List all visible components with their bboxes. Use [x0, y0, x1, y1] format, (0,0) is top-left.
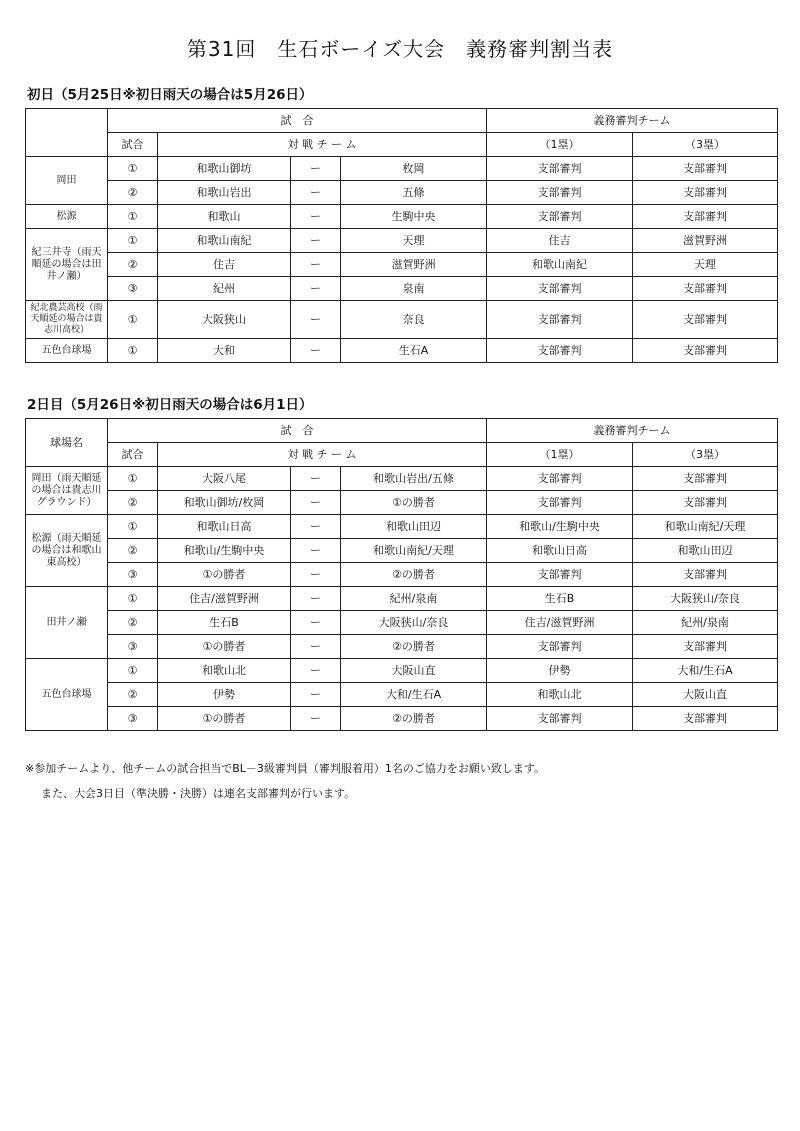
away-team: 大阪山直 — [341, 659, 487, 683]
home-team: 紀州 — [158, 277, 291, 301]
match-no: ② — [108, 611, 158, 635]
umpire-3b: 支部審判 — [633, 491, 778, 515]
vs-dash: ー — [291, 181, 341, 205]
umpire-3b: 大阪狭山/奈良 — [633, 587, 778, 611]
umpire-team-header: 義務審判チーム — [487, 109, 778, 133]
match-no: ① — [108, 587, 158, 611]
venue-matsubara: 松源 — [26, 205, 108, 229]
vs-dash: ー — [291, 563, 341, 587]
page-title: 第31回 生石ボーイズ大会 義務審判割当表 — [186, 37, 614, 61]
match-no: ① — [108, 229, 158, 253]
umpire-1b: 支部審判 — [487, 277, 633, 301]
match-no: ② — [108, 539, 158, 563]
home-team: 和歌山岩出 — [158, 181, 291, 205]
venue-okada: 岡田（雨天順延の場合は貴志川グラウンド） — [26, 467, 108, 515]
table-row — [26, 339, 778, 363]
away-team: 奈良 — [341, 301, 487, 339]
note-line-2: また、大会3日目（準決勝・決勝）は連名支部審判が行います。 — [41, 787, 356, 800]
away-team: 紀州/泉南 — [341, 587, 487, 611]
table-row — [26, 205, 778, 229]
match-no: ① — [108, 339, 158, 363]
umpire-1b: 生石B — [487, 587, 633, 611]
umpire-1b: 支部審判 — [487, 635, 633, 659]
note-line-1: ※参加チームより、他チームの試合担当でBL－3級審判員（審判服着用）1名のご協力をお願い致します。 — [25, 762, 546, 775]
umpire-1b: 和歌山南紀 — [487, 253, 633, 277]
shiai-header: 試 合 — [108, 109, 487, 133]
away-team: ②の勝者 — [341, 563, 487, 587]
away-team: ①の勝者 — [341, 491, 487, 515]
venue-header-empty — [26, 109, 108, 157]
umpire-3b: 支部審判 — [633, 277, 778, 301]
away-team: 和歌山田辺 — [341, 515, 487, 539]
umpire-1b: 支部審判 — [487, 339, 633, 363]
base1-header: （1塁） — [487, 133, 633, 157]
umpire-1b: 伊勢 — [487, 659, 633, 683]
table-row — [26, 683, 778, 707]
venue-kimiidera: 紀三井寺（雨天順延の場合は田井ノ瀬） — [26, 229, 108, 301]
match-no: ② — [108, 181, 158, 205]
table-row — [26, 659, 778, 683]
umpire-3b: 和歌山田辺 — [633, 539, 778, 563]
umpire-3b: 天理 — [633, 253, 778, 277]
umpire-3b: 紀州/泉南 — [633, 611, 778, 635]
umpire-1b: 支部審判 — [487, 707, 633, 731]
match-no: ③ — [108, 635, 158, 659]
umpire-1b: 和歌山北 — [487, 683, 633, 707]
vs-dash: ー — [291, 491, 341, 515]
table-row — [26, 277, 778, 301]
umpire-3b: 支部審判 — [633, 157, 778, 181]
vs-dash: ー — [291, 587, 341, 611]
match-no: ③ — [108, 707, 158, 731]
away-team: ②の勝者 — [341, 635, 487, 659]
umpire-1b: 支部審判 — [487, 205, 633, 229]
venue-tainose: 田井ノ瀬 — [26, 587, 108, 659]
table-row — [26, 301, 778, 339]
vs-dash: ー — [291, 683, 341, 707]
umpire-1b: 支部審判 — [487, 467, 633, 491]
home-team: ①の勝者 — [158, 563, 291, 587]
match-no: ① — [108, 467, 158, 491]
umpire-3b: 和歌山南紀/天理 — [633, 515, 778, 539]
away-team: 和歌山岩出/五條 — [341, 467, 487, 491]
match-no: ② — [108, 683, 158, 707]
match-no-header: 試合 — [108, 133, 158, 157]
umpire-1b: 支部審判 — [487, 491, 633, 515]
match-no: ① — [108, 659, 158, 683]
match-no: ① — [108, 157, 158, 181]
matchup-header: 対 戦 チ ー ム — [158, 443, 487, 467]
vs-dash: ー — [291, 467, 341, 491]
umpire-team-header: 義務審判チーム — [487, 419, 778, 443]
away-team: 泉南 — [341, 277, 487, 301]
match-no: ① — [108, 515, 158, 539]
table-row — [26, 229, 778, 253]
base1-header: （1塁） — [487, 443, 633, 467]
venue-matsubara: 松源（雨天順延の場合は和歌山東高校） — [26, 515, 108, 587]
umpire-1b: 和歌山/生駒中央 — [487, 515, 633, 539]
umpire-1b: 支部審判 — [487, 301, 633, 339]
venue-goshiki: 五色台球場 — [26, 659, 108, 731]
base3-header: （3塁） — [633, 443, 778, 467]
table-row — [26, 253, 778, 277]
umpire-3b: 支部審判 — [633, 301, 778, 339]
vs-dash: ー — [291, 157, 341, 181]
vs-dash: ー — [291, 611, 341, 635]
umpire-1b: 支部審判 — [487, 181, 633, 205]
match-no: ① — [108, 301, 158, 339]
umpire-3b: 滋賀野洲 — [633, 229, 778, 253]
venue-header: 球場名 — [26, 419, 108, 467]
away-team: 滋賀野洲 — [341, 253, 487, 277]
away-team: 五條 — [341, 181, 487, 205]
home-team: ①の勝者 — [158, 635, 291, 659]
table-row — [26, 491, 778, 515]
table-row — [26, 539, 778, 563]
vs-dash: ー — [291, 659, 341, 683]
home-team: 大阪狭山 — [158, 301, 291, 339]
match-no: ③ — [108, 563, 158, 587]
vs-dash: ー — [291, 277, 341, 301]
table-row — [26, 563, 778, 587]
vs-dash: ー — [291, 205, 341, 229]
vs-dash: ー — [291, 515, 341, 539]
table-row — [26, 157, 778, 181]
vs-dash: ー — [291, 339, 341, 363]
away-team: ②の勝者 — [341, 707, 487, 731]
day2-table — [25, 418, 778, 731]
umpire-3b: 大和/生石A — [633, 659, 778, 683]
umpire-1b: 支部審判 — [487, 563, 633, 587]
home-team: 伊勢 — [158, 683, 291, 707]
match-no: ① — [108, 205, 158, 229]
away-team: 生駒中央 — [341, 205, 487, 229]
table-row — [26, 635, 778, 659]
notes — [25, 756, 545, 806]
home-team: 生石B — [158, 611, 291, 635]
umpire-3b: 支部審判 — [633, 181, 778, 205]
table-row — [26, 181, 778, 205]
away-team: 生石A — [341, 339, 487, 363]
venue-kihoku: 紀北農芸高校（雨天順延の場合は貴志川高校） — [26, 301, 108, 339]
umpire-3b: 支部審判 — [633, 467, 778, 491]
home-team: 和歌山/生駒中央 — [158, 539, 291, 563]
away-team: 枚岡 — [341, 157, 487, 181]
table-row — [26, 467, 778, 491]
home-team: 和歌山御坊/枚岡 — [158, 491, 291, 515]
base3-header: （3塁） — [633, 133, 778, 157]
venue-goshiki: 五色台球場 — [26, 339, 108, 363]
umpire-3b: 支部審判 — [633, 339, 778, 363]
umpire-3b: 大阪山直 — [633, 683, 778, 707]
venue-okada: 岡田 — [26, 157, 108, 205]
match-no: ② — [108, 253, 158, 277]
home-team: ①の勝者 — [158, 707, 291, 731]
away-team: 大阪狭山/奈良 — [341, 611, 487, 635]
shiai-header: 試 合 — [108, 419, 487, 443]
umpire-1b: 住吉/滋賀野洲 — [487, 611, 633, 635]
home-team: 和歌山日高 — [158, 515, 291, 539]
home-team: 和歌山南紀 — [158, 229, 291, 253]
home-team: 和歌山御坊 — [158, 157, 291, 181]
umpire-3b: 支部審判 — [633, 563, 778, 587]
home-team: 大阪八尾 — [158, 467, 291, 491]
matchup-header: 対 戦 チ ー ム — [158, 133, 487, 157]
vs-dash: ー — [291, 301, 341, 339]
away-team: 和歌山南紀/天理 — [341, 539, 487, 563]
table-row — [26, 611, 778, 635]
match-no: ③ — [108, 277, 158, 301]
table-row — [26, 515, 778, 539]
umpire-1b: 和歌山日高 — [487, 539, 633, 563]
umpire-3b: 支部審判 — [633, 205, 778, 229]
table-row — [26, 587, 778, 611]
vs-dash: ー — [291, 635, 341, 659]
vs-dash: ー — [291, 539, 341, 563]
umpire-3b: 支部審判 — [633, 707, 778, 731]
away-team: 天理 — [341, 229, 487, 253]
home-team: 住吉 — [158, 253, 291, 277]
umpire-3b: 支部審判 — [633, 635, 778, 659]
match-no-header: 試合 — [108, 443, 158, 467]
away-team: 大和/生石A — [341, 683, 487, 707]
umpire-1b: 住吉 — [487, 229, 633, 253]
day1-title: 初日（5月25日※初日雨天の場合は5月26日） — [27, 87, 313, 103]
table-row — [26, 707, 778, 731]
home-team: 和歌山 — [158, 205, 291, 229]
home-team: 和歌山北 — [158, 659, 291, 683]
match-no: ② — [108, 491, 158, 515]
home-team: 住吉/滋賀野洲 — [158, 587, 291, 611]
vs-dash: ー — [291, 229, 341, 253]
day2-title: 2日目（5月26日※初日雨天の場合は6月1日） — [27, 397, 313, 413]
day1-table — [25, 108, 778, 363]
umpire-1b: 支部審判 — [487, 157, 633, 181]
vs-dash: ー — [291, 253, 341, 277]
home-team: 大和 — [158, 339, 291, 363]
vs-dash: ー — [291, 707, 341, 731]
